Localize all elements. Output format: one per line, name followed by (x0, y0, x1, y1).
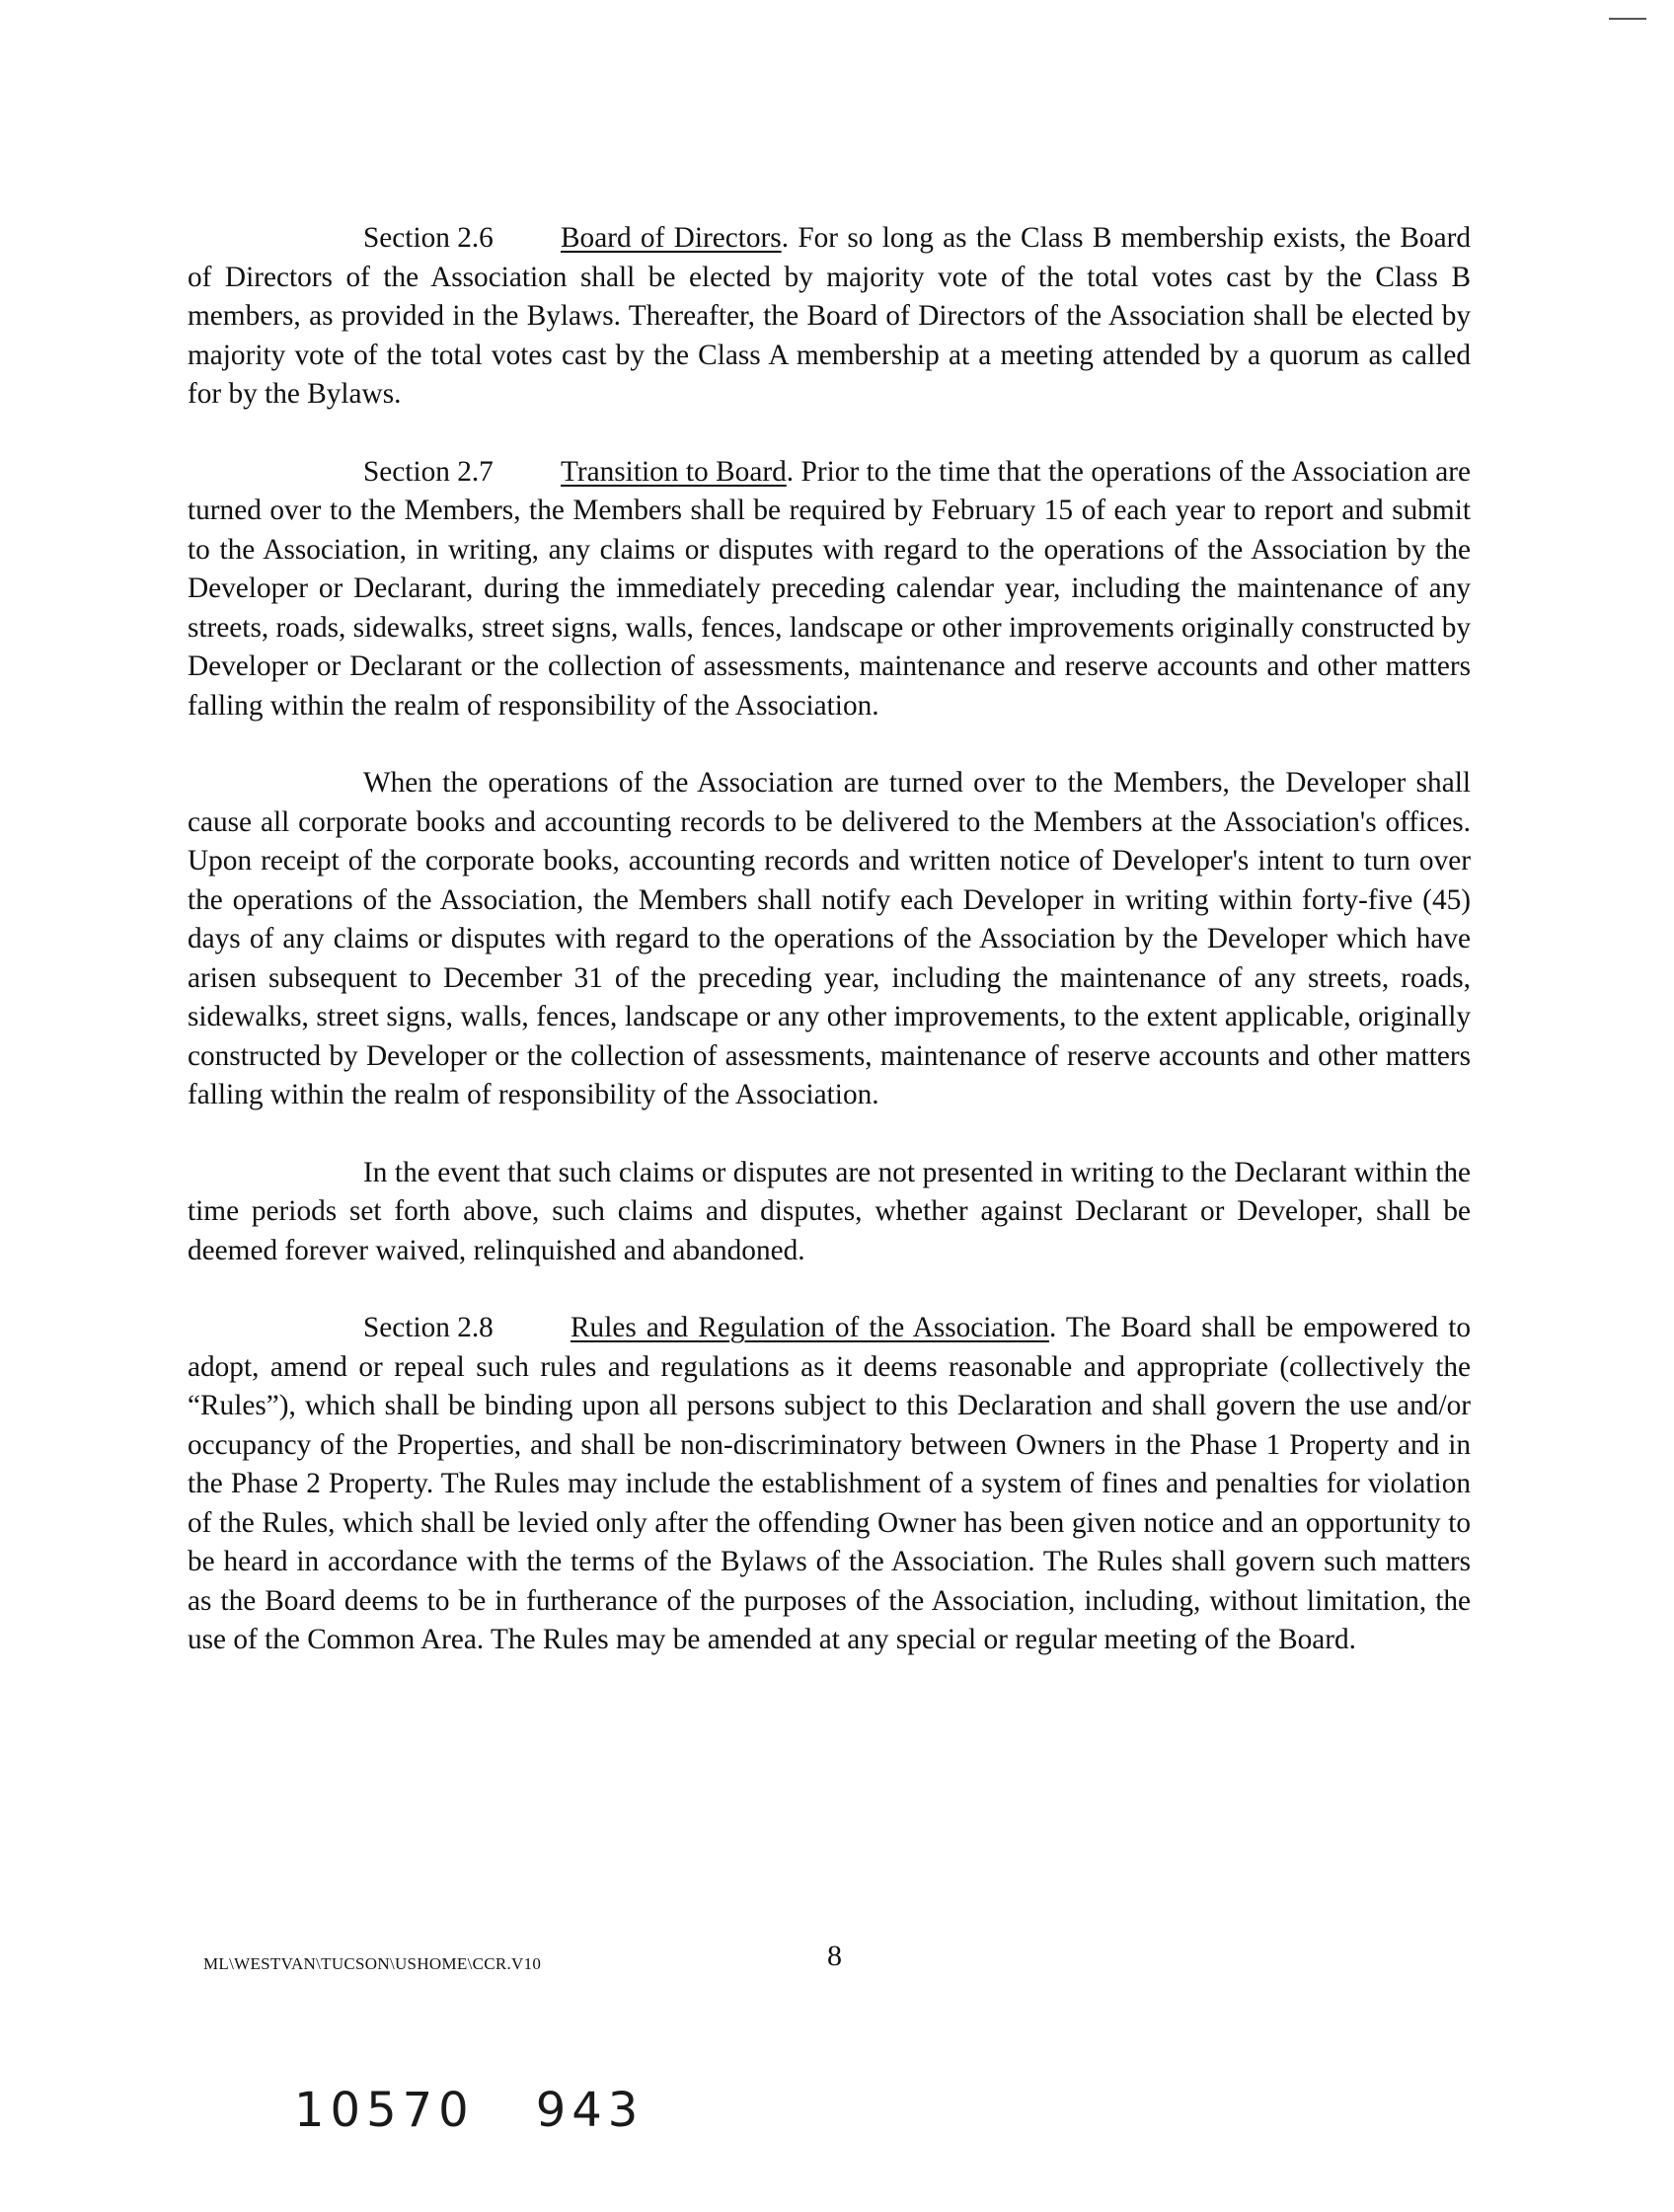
scan-corner-mark (1609, 18, 1646, 20)
section-title: Transition to Board (561, 455, 787, 488)
recording-stamp (294, 2083, 644, 2138)
section-number: Section 2.8 (363, 1312, 494, 1343)
section-text: . For so long as the Class B membership exists, the Board of Directors of the Association shall be elected by majority vote of the total votes cast by the Class B members, as provided in the Bylaws. Thereafter, the Board of Directors of the Association shall be elected by majority vote of the total votes cast by the Class A membership at a meeting attended by a quorum as called for by the Bylaws. (188, 222, 1472, 410)
section-title: Rules and Regulation of the Association (571, 1312, 1050, 1343)
section-title: Board of Directors (561, 222, 782, 254)
waiver-paragraph: In the event that such claims or disputes are not presented in writing to the Declarant within the time periods set forth above, such claims and disputes, whether against Declarant or Developer, shall be deemed forever waived, relinquished and abandoned. (188, 1156, 1471, 1266)
section-2-7-paragraph (188, 453, 1471, 726)
section-2-6-paragraph (188, 219, 1471, 415)
section-number: Section 2.6 (363, 222, 494, 254)
recording-page-number: 943 (535, 2083, 645, 2138)
recording-book-number: 10570 (294, 2083, 475, 2138)
section-text: . The Board shall be empowered to adopt, amend or repeal such rules and regulations as it deems reasonable and appropriate (collectively the “Rules”), which shall be binding upon all persons subject to this Declaration and shall govern the use and/or occupancy of the Properties, and shall be non-discriminatory between Owners in the Phase 1 Property and in the Phase 2 Property. The Rules may include the establishment of a system of fines and penalties for violation of the Rules, which shall be levied only after the offending Owner has been given notice and an opportunity to be heard in accordance with the terms of the Bylaws of the Association. The Rules shall govern such matters as the Board deems to be in furtherance of the purposes of the Association, including, without limitation, the use of the Common Area. The Rules may be amended at any special or regular meeting of the Board. (188, 1312, 1471, 1655)
turnover-paragraph: When the operations of the Association are turned over to the Members, the Developer shall cause all corporate books and accounting records to be delivered to the Members at the Association's offices. Upon receipt of the corporate books, accounting records and written notice of Developer's intent to turn over the operations of the Association, the Members shall notify each Developer in writing within forty-five (45) days of any claims or disputes with regard to the operations of the Association by the Developer which have arisen subsequent to December 31 of the preceding year, including the maintenance of any streets, roads, sidewalks, street signs, walls, fences, landscape or any other improvements, to the extent applicable, originally constructed by Developer or the collection of assessments, maintenance of reserve accounts and other matters falling within the realm of responsibility of the Association. (188, 767, 1471, 1110)
footer-file-path: ML\WESTVAN\TUCSON\USHOME\CCR.V10 (203, 1954, 542, 1973)
page-number: 8 (827, 1940, 842, 1972)
section-number: Section 2.7 (363, 455, 494, 488)
section-2-8-paragraph (188, 1309, 1471, 1660)
section-text: . Prior to the time that the operations of the Association are turned over to the Members, the Members shall be required by February 15 of each year to report and submit to the Association, in writing, any claims or disputes with regard to the operations of the Association by the Developer or Declarant, during the immediately preceding calendar year, including the maintenance of any streets, roads, sidewalks, street signs, walls, fences, landscape or other improvements originally constructed by Developer or Declarant or the collection of assessments, maintenance and reserve accounts and other matters falling within the realm of responsibility of the Association. (188, 455, 1471, 722)
document-body (188, 219, 1471, 1699)
